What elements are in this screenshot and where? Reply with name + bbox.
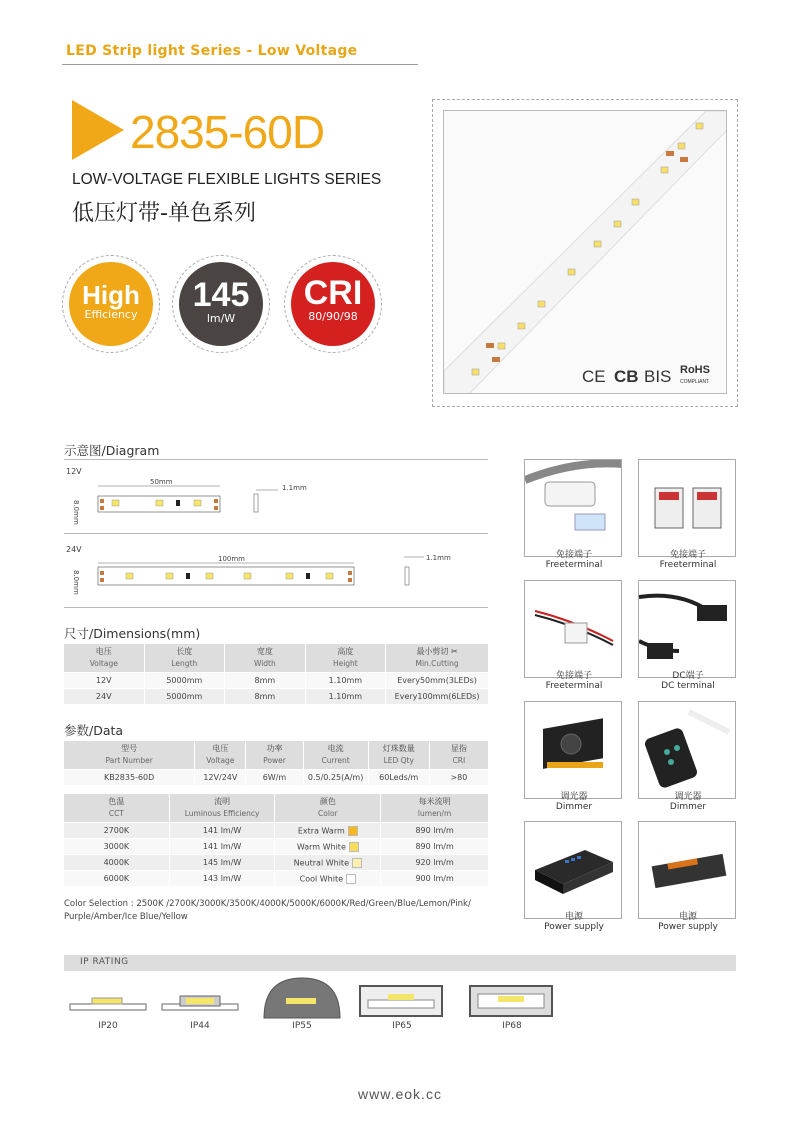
col-header [304, 741, 368, 769]
rohs-compliant: COMPLIANT [680, 379, 710, 385]
header-en: Part Number [105, 756, 153, 765]
color-name: Cool White [299, 874, 344, 883]
header-cn: 功率 [266, 744, 283, 753]
product-photo [443, 110, 727, 394]
ip-rating-bar [64, 955, 736, 971]
width-label-24v: 8.0mm [72, 570, 80, 595]
cell: 1.10mm [306, 689, 386, 704]
ip20-icon [68, 990, 148, 1020]
col-header [386, 644, 488, 672]
header-cn: 电压 [212, 744, 229, 753]
led-strip-image [444, 111, 727, 394]
badge-lumens [172, 255, 270, 353]
color-name: Extra Warm [297, 826, 345, 835]
ce-mark: CE [582, 367, 606, 386]
caption-en: Power supply [544, 922, 604, 932]
caption-en: Power supply [658, 922, 718, 932]
subtitle-en: LOW-VOLTAGE FLEXIBLE LIGHTS SERIES [72, 171, 382, 188]
header-cn: 流明 [214, 797, 231, 806]
ip-label: IP44 [190, 1021, 210, 1031]
ip65-icon [358, 984, 444, 1020]
accessory-caption [628, 550, 748, 570]
ip68-icon [468, 984, 554, 1020]
caption-en: Dimmer [669, 802, 707, 812]
header-en: lumen/m [417, 809, 452, 818]
header-cn: 色温 [108, 797, 125, 806]
divider [62, 64, 418, 65]
color-swatch [349, 842, 359, 852]
table-row [64, 673, 488, 688]
col-header [369, 741, 429, 769]
header-cn: 长度 [176, 647, 193, 656]
dc-terminal-image [638, 580, 736, 678]
color-name: Neutral White [293, 858, 349, 867]
power-supply-image [638, 821, 736, 919]
caption-en: Freeterminal [659, 560, 717, 570]
caption-en: Freeterminal [545, 681, 603, 691]
caption-cn: 免接端子 [669, 550, 706, 560]
header-en: Min.Cutting [415, 659, 459, 668]
table-row [64, 689, 488, 704]
divider [64, 459, 488, 460]
header-cn: 高度 [337, 647, 354, 656]
color-cell [275, 855, 380, 870]
header-en: CCT [108, 809, 124, 818]
power-supply-image [524, 821, 622, 919]
header-en: Length [171, 659, 198, 668]
freeterminal-image [524, 459, 622, 557]
table-row [64, 855, 488, 870]
header-en: Color [318, 809, 338, 818]
caption-en: Dimmer [555, 802, 593, 812]
caption-en: DC terminal [661, 681, 715, 691]
cell: 12V/24V [195, 770, 245, 785]
header-cn: 灯珠数量 [382, 744, 415, 753]
table-row [64, 839, 488, 854]
ip55-icon [262, 976, 342, 1020]
data-table [63, 740, 489, 786]
thickness-label-24v: 1.1mm [426, 554, 451, 562]
col-header [170, 794, 275, 822]
ip-label: IP55 [292, 1021, 312, 1031]
caption-en: Freeterminal [545, 560, 603, 570]
col-header [195, 741, 245, 769]
accessory-caption [514, 792, 634, 812]
col-header [430, 741, 488, 769]
caption-cn: 调光器 [674, 792, 702, 802]
footer-url[interactable]: www.eok.cc [358, 1086, 442, 1102]
cell: 24V [64, 689, 144, 704]
color-name: Warm White [296, 842, 346, 851]
cell: 145 lm/W [170, 855, 275, 870]
cell: 890 lm/m [381, 839, 488, 854]
divider [64, 607, 488, 608]
col-header [64, 741, 194, 769]
rohs-mark: RoHS [680, 364, 710, 376]
dimensions-table [63, 643, 489, 705]
freeterminal-wire-image [524, 580, 622, 678]
header-en: Power [263, 756, 286, 765]
header-en: Voltage [89, 659, 118, 668]
color-swatch [352, 858, 362, 868]
badge-cri [284, 255, 382, 353]
col-header [64, 794, 169, 822]
ip-label: IP65 [392, 1021, 412, 1031]
col-header [145, 644, 225, 672]
accessory-caption [628, 912, 748, 932]
badge-small: 80/90/98 [308, 310, 358, 323]
badge-big: CRI [303, 274, 363, 312]
thickness-label-12v: 1.1mm [282, 484, 307, 492]
dimensions-heading: 尺寸/Dimensions(mm) [64, 626, 201, 641]
header-en: Luminous Efficiency [184, 809, 260, 818]
header-en: Height [332, 659, 358, 668]
badge-high-efficiency [62, 255, 160, 353]
cell: 0.5/0.25(A/m) [304, 770, 368, 785]
header-en: LED Qty [383, 756, 414, 765]
cell: 141 lm/W [170, 823, 275, 838]
caption-cn: 电源 [678, 912, 697, 922]
caption-cn: 调光器 [560, 792, 588, 802]
voltage-12v: 12V [66, 467, 82, 476]
header-cn: 颜色 [319, 797, 336, 806]
subtitle-cn: 低压灯带-单色系列 [72, 201, 256, 226]
ip-label: IP68 [502, 1021, 522, 1031]
cell: 4000K [64, 855, 169, 870]
accessory-caption [514, 550, 634, 570]
cell: 920 lm/m [381, 855, 488, 870]
color-cell [275, 871, 380, 886]
table-row [64, 823, 488, 838]
table-row [64, 770, 488, 785]
length-label-24v: 100mm [218, 555, 245, 563]
color-swatch [346, 874, 356, 884]
cell: KB2835-60D [64, 770, 194, 785]
header-cn: 型号 [121, 744, 138, 753]
accessory-caption [628, 671, 748, 691]
caption-cn: DC端子 [672, 671, 704, 681]
col-header [64, 644, 144, 672]
header-en: CRI [452, 756, 466, 765]
header-cn: 电流 [327, 744, 344, 753]
divider [64, 533, 488, 534]
accessory-caption [628, 792, 748, 812]
cell: 6W/m [246, 770, 302, 785]
play-triangle-icon [72, 100, 124, 160]
model-title: 2835-60D [130, 106, 325, 158]
cell: 12V [64, 673, 144, 688]
badge-big: 145 [192, 276, 250, 314]
accessory-caption [514, 912, 634, 932]
ip-heading: IP RATING [80, 957, 129, 967]
cell: 5000mm [145, 673, 225, 688]
cell: 141 lm/W [170, 839, 275, 854]
caption-cn: 电源 [564, 912, 583, 922]
width-label-12v: 8.0mm [72, 500, 80, 525]
col-header [381, 794, 488, 822]
caption-cn: 免接端子 [555, 671, 592, 681]
cell: 900 lm/m [381, 871, 488, 886]
header-en: Width [253, 659, 276, 668]
header-cn: 宽度 [256, 647, 273, 656]
series-title: LED Strip light Series - Low Voltage [66, 43, 358, 59]
cb-mark: CB [614, 367, 639, 386]
badge-small: lm/W [206, 312, 236, 325]
badge-small: Efficiency [84, 308, 138, 321]
col-header [306, 644, 386, 672]
diagram-24v [78, 553, 478, 593]
badge-big: High [82, 280, 140, 310]
product-photo-frame [432, 99, 738, 407]
voltage-24v: 24V [66, 545, 82, 554]
freeterminal-image [638, 459, 736, 557]
cell: 143 lm/W [170, 871, 275, 886]
cell: 6000K [64, 871, 169, 886]
data-heading: 参数/Data [64, 723, 124, 738]
diagram-heading: 示意图/Diagram [64, 443, 160, 458]
header-cn: 最小剪切 [416, 647, 449, 656]
cell: 60Leds/m [369, 770, 429, 785]
cell: 3000K [64, 839, 169, 854]
cell: 1.10mm [306, 673, 386, 688]
bis-mark: BIS [644, 367, 672, 386]
cell: Every50mm(3LEDs) [386, 673, 488, 688]
cell: Every100mm(6LEDs) [386, 689, 488, 704]
dimmer-image [524, 701, 622, 799]
col-header [225, 644, 304, 672]
ip44-icon [160, 990, 240, 1020]
header-en: Current [321, 756, 350, 765]
col-header [246, 741, 302, 769]
scissors-icon: ✂ [450, 647, 458, 656]
header-en: Voltage [206, 756, 235, 765]
cell: 5000mm [145, 689, 225, 704]
length-label-12v: 50mm [150, 478, 173, 486]
color-swatch [348, 826, 358, 836]
cell: 890 lm/m [381, 823, 488, 838]
accessory-caption [514, 671, 634, 691]
col-header [275, 794, 380, 822]
cell: 2700K [64, 823, 169, 838]
cct-table [63, 793, 489, 887]
header-cn: 显指 [450, 744, 467, 753]
ip-label: IP20 [98, 1021, 118, 1031]
cell: 8mm [225, 673, 304, 688]
header-cn: 每米流明 [418, 797, 451, 806]
cell: >80 [430, 770, 488, 785]
color-cell [275, 839, 380, 854]
color-selection: Color Selection : 2500K /2700K/3000K/3500K/4000K/5000K/6000K/Red/Green/Blue/Lemon/Pink/ Purple/Amber/Ice Blue/Yellow [64, 899, 471, 922]
color-cell [275, 823, 380, 838]
dimmer-remote-image [638, 701, 736, 799]
cell: 8mm [225, 689, 304, 704]
header-cn: 电压 [95, 647, 112, 656]
table-row [64, 871, 488, 886]
caption-cn: 免接端子 [555, 550, 592, 560]
